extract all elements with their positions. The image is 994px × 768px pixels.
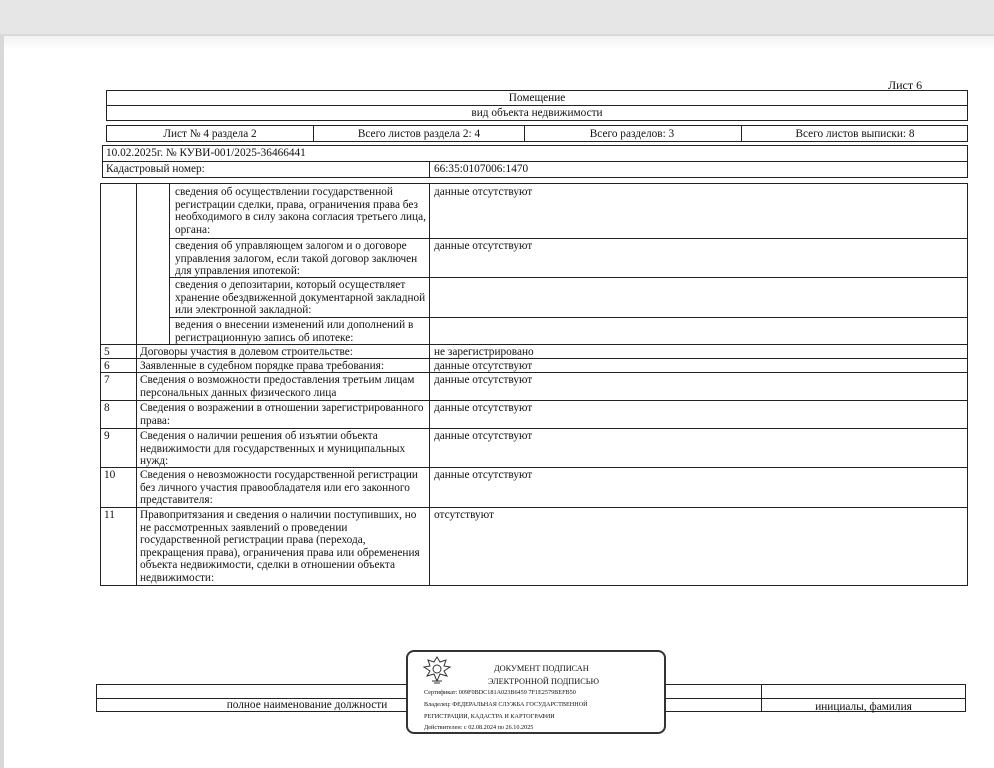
total-section-sheets: Всего листов раздела 2: 4: [357, 128, 481, 140]
electronic-signature-stamp: [406, 650, 666, 734]
sub-row-label-1: сведения об осуществлении государственной регистрации сделки, права, ограничения права без необходимого в силу закона согласия третьего лица, органа:: [175, 186, 426, 236]
object-type-subtitle: вид объекта недвижимости: [471, 107, 603, 119]
sub-row-value-1: данные отсутствуют: [434, 186, 533, 198]
stamp-owner-line-1: Владелец: ФЕДЕРАЛЬНАЯ СЛУЖБА ГОСУДАРСТВЕННОЙ: [424, 701, 588, 708]
row-label-7: Сведения о возможности предоставления третьим лицам персональных данных физического лица: [140, 374, 415, 399]
row-number-7: 7: [104, 374, 110, 386]
row-number-8: 8: [104, 402, 110, 414]
object-type-header: [106, 90, 968, 121]
row-number-11: 11: [104, 509, 115, 521]
row-value-6: данные отсутствуют: [434, 360, 533, 372]
row-value-11: отсутствуют: [434, 509, 494, 521]
sub-row-label-3: сведения о депозитарии, который осуществляет хранение обездвиженной документарной закладной или электронной закладной:: [175, 279, 426, 316]
stamp-owner-line-2: РЕГИСТРАЦИИ, КАДАСТРА И КАРТОГРАФИИ: [424, 713, 555, 720]
row-label-8: Сведения о возражении в отношении зарегистрированного права:: [140, 402, 424, 427]
row-number-6: 6: [104, 360, 110, 372]
row-label-11: Правопритязания и сведения о наличии поступивших, но не рассмотренных заявлений о проведении государственной регистрации права (перехода, прекращения права), ограничения права или обременения объекта недвижимости, сделки в отношении объекта недвижимости:: [140, 509, 420, 584]
row-number-9: 9: [104, 430, 110, 442]
sheet-info-row: [106, 125, 968, 142]
cadastral-label: Кадастровый номер:: [106, 163, 205, 175]
total-sections: Всего разделов: 3: [589, 128, 675, 140]
sheet-of-section: Лист № 4 раздела 2: [163, 128, 257, 140]
stamp-line-2: ЭЛЕКТРОННОЙ ПОДПИСЬЮ: [488, 677, 600, 686]
row-number-5: 5: [104, 346, 110, 358]
sheet-number: Лист 6: [888, 78, 923, 92]
document-reference-block: [102, 145, 968, 178]
sub-row-value-2: данные отсутствуют: [434, 240, 533, 252]
stamp-line-1: ДОКУМЕНТ ПОДПИСАН: [494, 664, 589, 673]
name-caption: инициалы, фамилия: [815, 701, 912, 713]
row-number-10: 10: [104, 469, 116, 481]
row-value-9: данные отсутствуют: [434, 430, 533, 442]
row-value-8: данные отсутствуют: [434, 402, 533, 414]
row-label-9: Сведения о наличии решения об изъятии объекта недвижимости для государственных и муниципальных нужд:: [140, 430, 406, 467]
viewer-top-bar: [0, 0, 994, 34]
row-label-5: Договоры участия в долевом строительстве:: [140, 346, 353, 358]
page-edge-shadow: [4, 36, 994, 50]
row-value-10: данные отсутствуют: [434, 469, 533, 481]
sub-row-label-4: ведения о внесении изменений или дополнений в регистрационную запись об ипотеке:: [175, 319, 414, 344]
row-value-7: данные отсутствуют: [434, 374, 533, 386]
sub-row-value-4: [431, 318, 731, 320]
sub-row-value-3: [431, 278, 731, 280]
row-value-5: не зарегистрировано: [434, 346, 534, 358]
stamp-validity: Действителен: с 02.08.2024 по 26.10.2025: [424, 724, 534, 731]
row-label-10: Сведения о невозможности государственной регистрации без личного участия правообладателя или его законного представителя:: [140, 469, 418, 506]
sub-row-label-2: сведения об управляющем залогом и о договоре управления залогом, если такой договор заключен для управления ипотекой:: [175, 240, 418, 277]
stamp-certificate: Сертификат: 009F0BDC181A023B6459 7F1E2579BEFB50: [424, 689, 576, 696]
eagle-emblem-icon: [422, 654, 452, 686]
cadastral-number: 66:35:0107006:1470: [434, 163, 529, 175]
row-label-6: Заявленные в судебном порядке права требования:: [140, 360, 384, 372]
object-type-title: Помещение: [508, 92, 566, 104]
position-caption: полное наименование должности: [226, 699, 388, 711]
encumbrance-table: [100, 183, 968, 586]
total-extract-sheets: Всего листов выписки: 8: [795, 128, 915, 140]
document-reference: 10.02.2025г. № КУВИ-001/2025-36466441: [106, 147, 306, 159]
